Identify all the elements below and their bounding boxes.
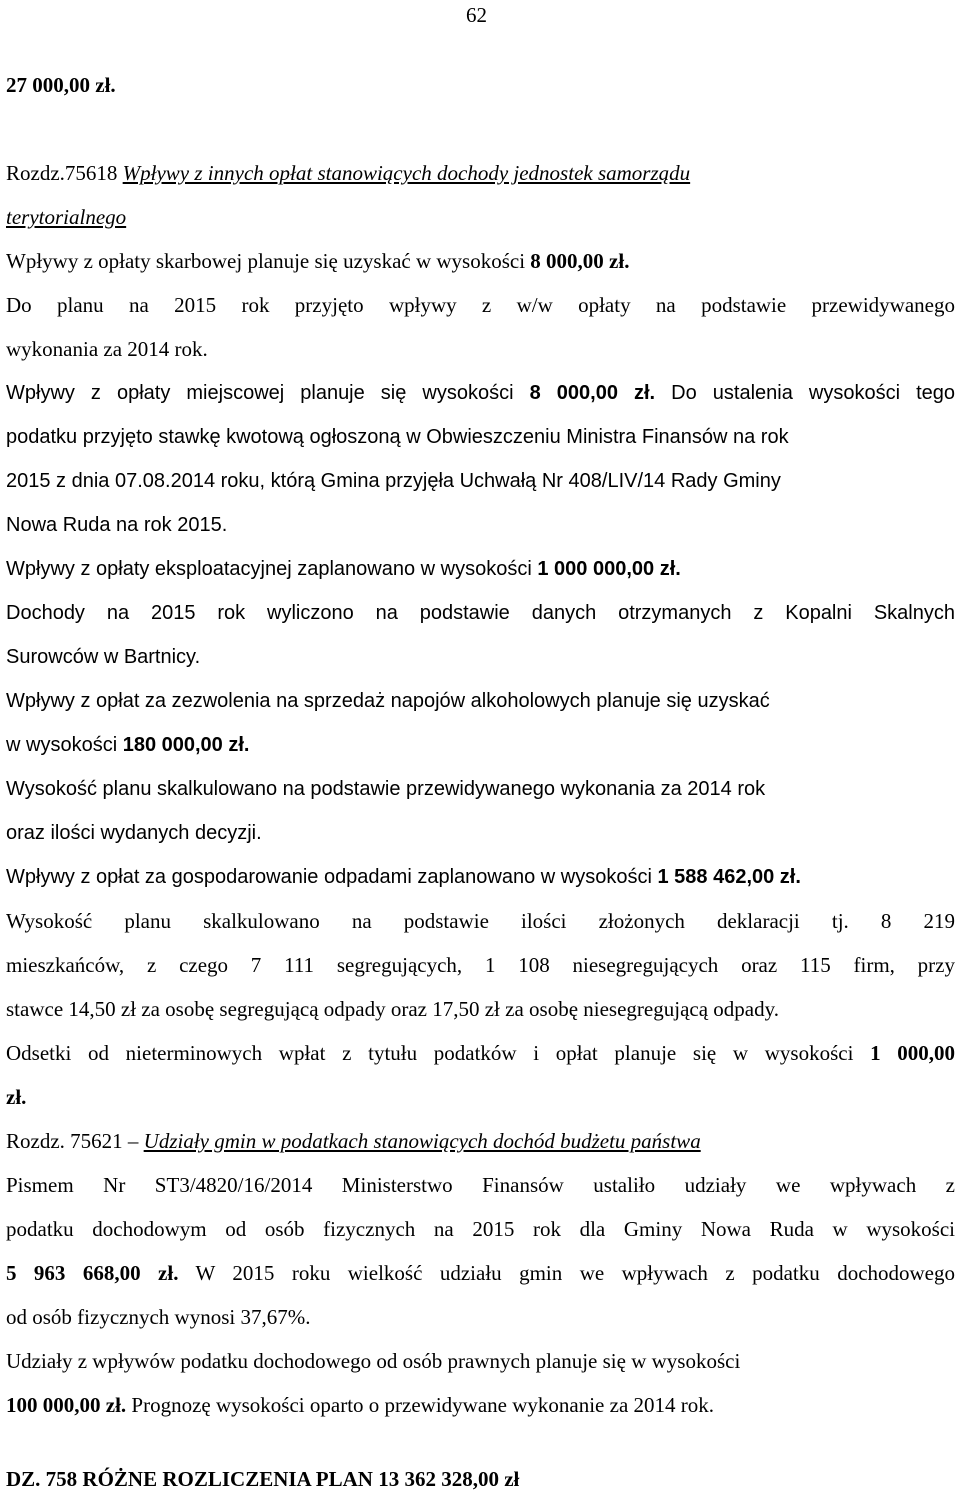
paragraph-line: Udziały z wpływów podatku dochodowego od osób prawnych planuje się w wysokości bbox=[6, 1349, 741, 1373]
amount-bold: 180 000,00 zł. bbox=[122, 734, 250, 756]
section-title: Wpływy z innych opłat stanowiących dochody jednostek samorządu bbox=[122, 161, 691, 185]
amount-bold: 8 000,00 zł. bbox=[529, 382, 656, 404]
paragraph-line bbox=[6, 556, 681, 582]
paragraph-line: stawce 14,50 zł za osobę segregującą odpady oraz 17,50 zł za osobę niesegregującą odpady. bbox=[6, 997, 779, 1021]
paragraph-line bbox=[6, 1392, 714, 1418]
section-code: Rozdz.75618 bbox=[6, 161, 123, 185]
amount-bold: 100 000,00 zł. bbox=[6, 1393, 127, 1417]
paragraph-line bbox=[6, 248, 629, 274]
text-span: Wpływy z opłaty skarbowej planuje się uzyskać w wysokości bbox=[6, 249, 531, 273]
paragraph-line: Wysokość planu skalkulowano na podstawie ilości złożonych deklaracji tj. 8 219 bbox=[6, 909, 955, 933]
paragraph-line bbox=[6, 1260, 955, 1286]
paragraph-line: Surowców w Bartnicy. bbox=[6, 646, 201, 668]
amount-bold: 5 963 668,00 zł. bbox=[6, 1261, 179, 1285]
section-code: Rozdz. 75621 – bbox=[6, 1129, 144, 1153]
paragraph-line bbox=[6, 380, 955, 406]
paragraph-line: Wysokość planu skalkulowano na podstawie przewidywanego wykonania za 2014 rok bbox=[6, 778, 766, 800]
amount-line: 27 000,00 zł. bbox=[6, 73, 116, 97]
paragraph-line bbox=[6, 864, 801, 890]
paragraph-line bbox=[6, 732, 249, 758]
text-span: Wpływy z opłat za gospodarowanie odpadami zaplanowano w wysokości bbox=[6, 866, 658, 888]
paragraph-line: Pismem Nr ST3/4820/16/2014 Ministerstwo Finansów ustaliło udziały we wpływach z bbox=[6, 1173, 955, 1197]
paragraph-line: oraz ilości wydanych decyzji. bbox=[6, 822, 262, 844]
page-number: 62 bbox=[466, 3, 487, 27]
text-span: Wpływy z opłaty miejscowej planuje się wysokości bbox=[6, 382, 530, 404]
paragraph-line: Nowa Ruda na rok 2015. bbox=[6, 514, 228, 536]
paragraph-line: 2015 z dnia 07.08.2014 roku, którą Gmina przyjęła Uchwałą Nr 408/LIV/14 Rady Gminy bbox=[6, 470, 781, 492]
paragraph-line: zł. bbox=[6, 1085, 27, 1109]
amount-bold: 8 000,00 zł. bbox=[530, 249, 630, 273]
text-span: Wpływy z opłaty eksploatacyjnej zaplanowano w wysokości bbox=[6, 558, 538, 580]
amount-bold: 1 000,00 bbox=[870, 1041, 955, 1065]
paragraph-line bbox=[6, 1040, 955, 1066]
paragraph-line: mieszkańców, z czego 7 111 segregujących, 1 108 niesegregujących oraz 115 firm, przy bbox=[6, 953, 955, 977]
paragraph-line: podatku dochodowym od osób fizycznych na 2015 rok dla Gminy Nowa Ruda w wysokości bbox=[6, 1217, 955, 1241]
paragraph-line: Do planu na 2015 rok przyjęto wpływy z w/w opłaty na podstawie przewidywanego bbox=[6, 293, 955, 317]
text-span: Do ustalenia wysokości tego bbox=[655, 382, 956, 404]
division-heading-758: DZ. 758 RÓŻNE ROZLICZENIA PLAN 13 362 328,00 zł bbox=[6, 1467, 520, 1491]
paragraph-line: od osób fizycznych wynosi 37,67%. bbox=[6, 1305, 311, 1329]
paragraph-line: wykonania za 2014 rok. bbox=[6, 337, 208, 361]
section-title-continuation: terytorialnego bbox=[6, 205, 127, 229]
text-span: W 2015 roku wielkość udziału gmin we wpływach z podatku dochodowego bbox=[178, 1261, 956, 1285]
text-span: Odsetki od nieterminowych wpłat z tytułu podatków i opłat planuje się w wysokości bbox=[6, 1041, 871, 1065]
paragraph-line: podatku przyjęto stawkę kwotową ogłoszoną w Obwieszczeniu Ministra Finansów na rok bbox=[6, 426, 789, 448]
section-heading-75618 bbox=[6, 160, 690, 186]
section-title: Udziały gmin w podatkach stanowiących dochód budżetu państwa bbox=[143, 1129, 701, 1153]
text-span: Prognozę wysokości oparto o przewidywane wykonanie za 2014 rok. bbox=[126, 1393, 715, 1417]
amount-bold: 1 588 462,00 zł. bbox=[657, 866, 801, 888]
paragraph-line: Wpływy z opłat za zezwolenia na sprzedaż napojów alkoholowych planuje się uzyskać bbox=[6, 690, 770, 712]
amount-bold: 1 000 000,00 zł. bbox=[537, 558, 681, 580]
text-span: w wysokości bbox=[6, 734, 123, 756]
section-heading-75621 bbox=[6, 1128, 701, 1154]
paragraph-line: Dochody na 2015 rok wyliczono na podstawie danych otrzymanych z Kopalni Skalnych bbox=[6, 602, 955, 624]
